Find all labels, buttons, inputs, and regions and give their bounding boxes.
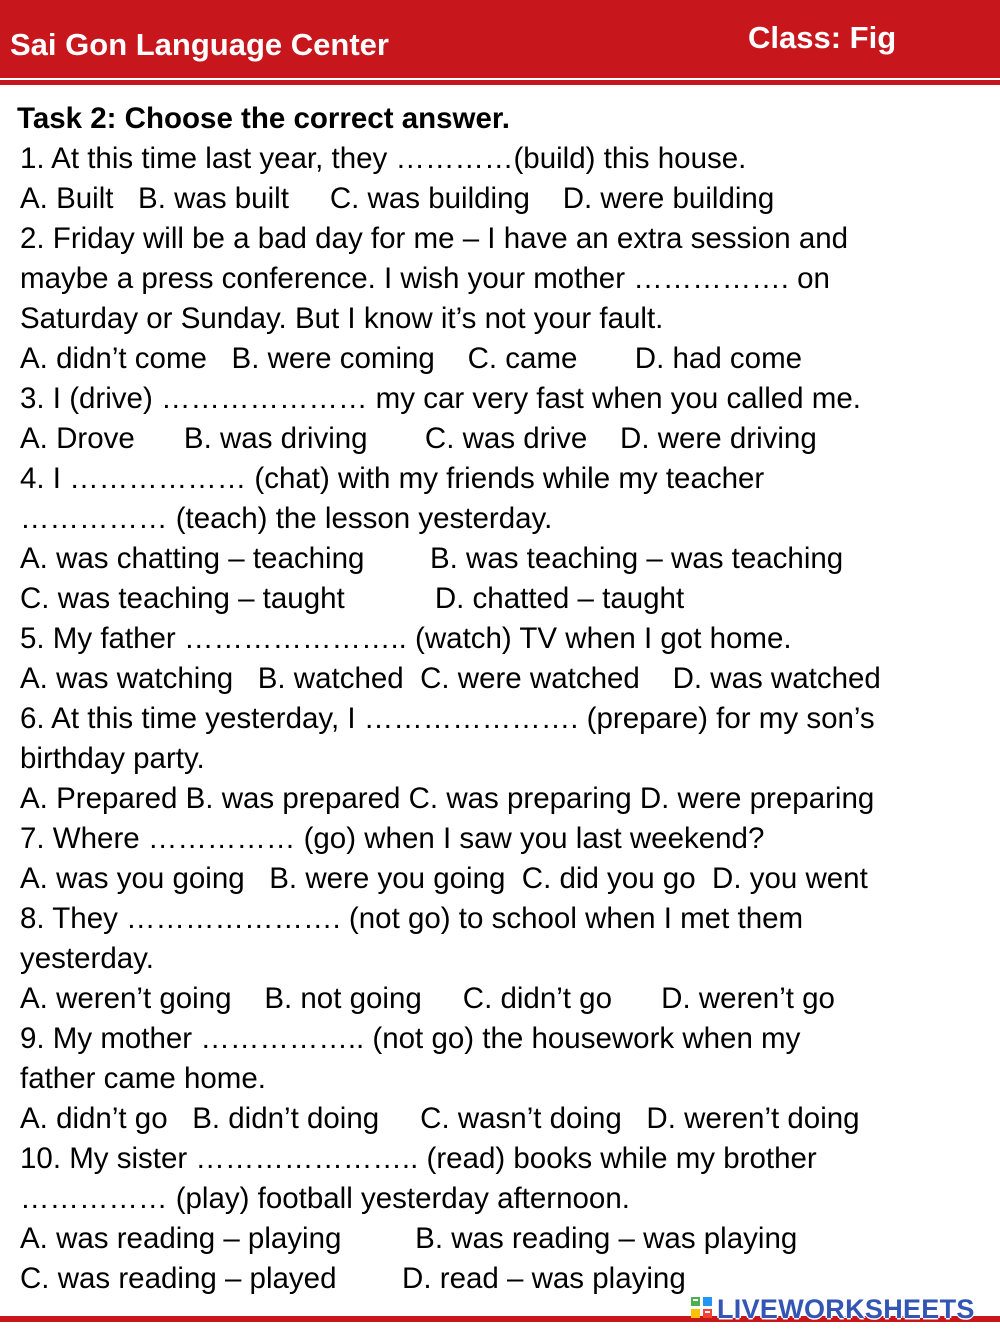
watermark-text: LIVEWORKSHEETS bbox=[717, 1293, 975, 1324]
question-4-cont: …………… (teach) the lesson yesterday. bbox=[20, 502, 553, 535]
question-4-options: A. was chatting – teaching B. was teaching – was teaching bbox=[20, 542, 844, 575]
question-9-cont: father came home. bbox=[20, 1062, 266, 1095]
question-9-options: A. didn’t go B. didn’t doing C. wasn’t doing D. weren’t doing bbox=[20, 1102, 860, 1135]
question-10: 10. My sister ………………….. (read) books while my brother bbox=[20, 1142, 817, 1175]
question-6-cont: birthday party. bbox=[20, 742, 205, 775]
question-6-options: A. Prepared B. was prepared C. was preparing D. were preparing bbox=[20, 782, 875, 815]
task-title: Task 2: Choose the correct answer. bbox=[17, 102, 510, 135]
question-7-options: A. was you going B. were you going C. did you go D. you went bbox=[20, 862, 868, 895]
question-3: 3. I (drive) ………………… my car very fast when you called me. bbox=[20, 382, 861, 415]
question-8-options: A. weren’t going B. not going C. didn’t go D. weren’t go bbox=[20, 982, 835, 1015]
center-name: Sai Gon Language Center bbox=[10, 27, 389, 62]
question-10-options: C. was reading – played D. read – was playing bbox=[20, 1262, 686, 1295]
class-label: Class: Fig bbox=[748, 20, 897, 55]
liveworksheets-logo-icon bbox=[690, 1296, 714, 1322]
question-9: 9. My mother …………….. (not go) the housework when my bbox=[20, 1022, 801, 1055]
question-10-cont: …………… (play) football yesterday afternoon. bbox=[20, 1182, 630, 1215]
question-2: 2. Friday will be a bad day for me – I have an extra session and bbox=[20, 222, 849, 255]
question-5-options: A. was watching B. watched C. were watched D. was watched bbox=[20, 662, 881, 695]
question-5: 5. My father ………………….. (watch) TV when I got home. bbox=[20, 622, 792, 655]
question-6: 6. At this time yesterday, I …………………. (prepare) for my son’s bbox=[20, 702, 875, 735]
header-divider bbox=[0, 80, 1000, 85]
question-3-options: A. Drove B. was driving C. was drive D. were driving bbox=[20, 422, 817, 455]
question-2-cont: maybe a press conference. I wish your mother ……………. on bbox=[20, 262, 830, 295]
question-2-options: A. didn’t come B. were coming C. came D. had come bbox=[20, 342, 803, 375]
question-7: 7. Where …………… (go) when I saw you last weekend? bbox=[20, 822, 765, 855]
question-4: 4. I ……………… (chat) with my friends while my teacher bbox=[20, 462, 765, 495]
liveworksheets-watermark bbox=[690, 1292, 975, 1326]
question-1-options: A. Built B. was built C. was building D. were building bbox=[20, 182, 775, 215]
question-4-options: C. was teaching – taught D. chatted – taught bbox=[20, 582, 685, 615]
question-1: 1. At this time last year, they …………(build) this house. bbox=[20, 142, 747, 175]
question-8-cont: yesterday. bbox=[20, 942, 154, 975]
question-8: 8. They …………………. (not go) to school when I met them bbox=[20, 902, 804, 935]
question-10-options: A. was reading – playing B. was reading – was playing bbox=[20, 1222, 798, 1255]
header-bar bbox=[0, 0, 1000, 78]
question-2-cont: Saturday or Sunday. But I know it’s not your fault. bbox=[20, 302, 664, 335]
